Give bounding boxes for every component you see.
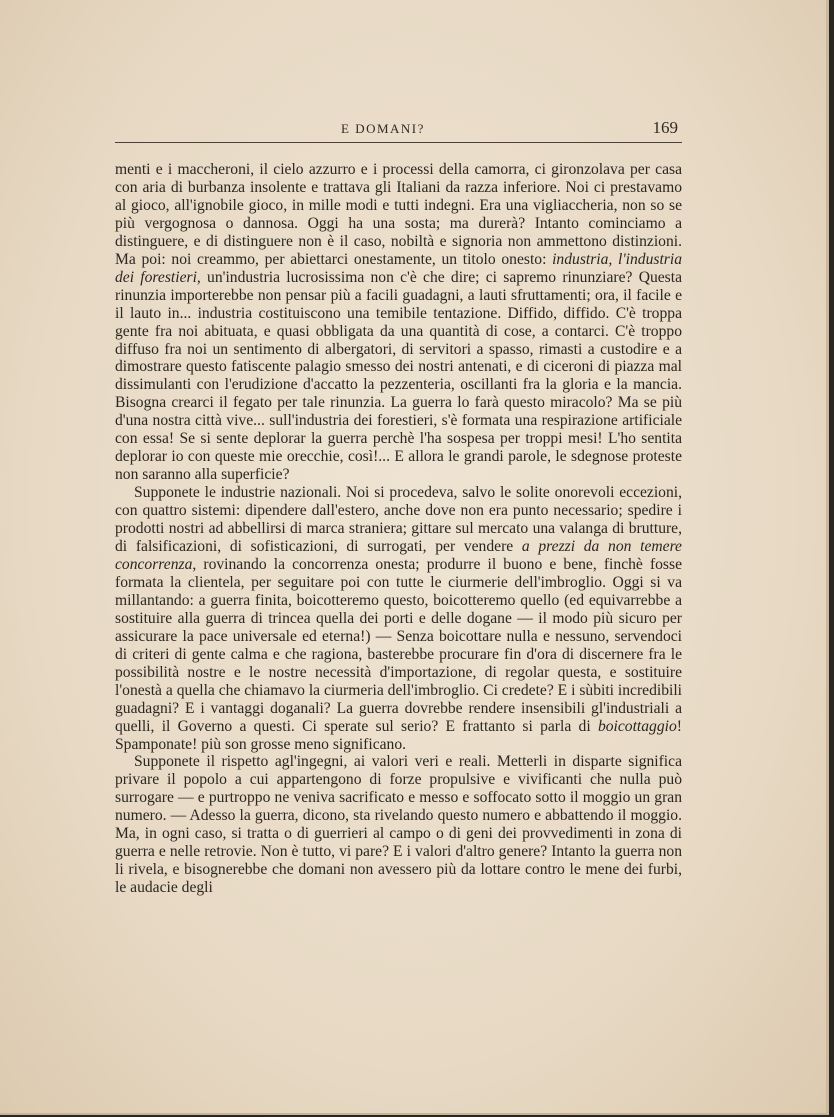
body-text: [115, 161, 682, 897]
italic-phrase: a prezzi da non temere concorrenza: [115, 538, 682, 573]
page-number: 169: [652, 118, 678, 137]
page-header: [115, 118, 682, 143]
text-run: ! Spamponate! più son grosse meno significano.: [115, 717, 682, 753]
text-run: menti e i maccheroni, il cielo azzurro e i processi della camorra, ci gironzolava per casa con aria di burbanza insolente e trattava gli Italiani da razza inferiore. Noi ci prestavamo al gioco, all'ignobile gioco, in mille modi e tutti indegni. Era una vigliaccheria, non so se più vergognosa o dannosa. Oggi ha una sosta; ma durerà? Intanto cominciamo a distinguere, e di distinguere non è il caso, nobiltà e signoria non ammettono distinzioni. Ma poi: noi creammo, per abiettarci onestamente, un titolo onesto:: [115, 161, 682, 268]
paragraph-2: [115, 484, 682, 753]
paragraph-1: [115, 161, 682, 484]
text-run: , rovinando la concorrenza onesta; produrre il buono e bene, finchè fosse formata la clientela, per seguitare poi con tutte le ciurmerie dell'imbroglio. Oggi si va millantando: a guerra finita, boicotteremo questo, boicotteremo quello (ed equivarrebbe a sostituire alla guerra di trincea quella dei porti e delle dogane — il modo più sicuro per assicurare la pace universale ed eterna!) — Senza boicottare nulla e nessuno, servendoci di criteri di gente calma e che ragiona, basterebbe procurare fin d'ora di discernere fra le possibilità nostre e le nostre necessità d'importazione, di regolar questa, e sostituire l'onestà a quella che chiamavo la ciurmeria dell'imbroglio. Ci credete? E i sùbiti incredibili guadagni? E i vantaggi doganali? La guerra dovrebbe rendere insensibili gl'industriali a quelli, il Governo a questi. Ci sperate sul serio? E frattanto si parla di: [115, 555, 682, 735]
running-head: E DOMANI?: [341, 121, 425, 136]
italic-word: boicottaggio: [597, 717, 677, 735]
text-run: Supponete le industrie nazionali. Noi si procedeva, salvo le solite onorevoli eccezioni, con quattro sistemi: dipendere dall'estero, anche dove non era punto necessario; spedire i prodotti nostri ad abbellirsi di marca straniera; gittare sul mercato una valanga di brutture, di falsificazioni, di sofisticazioni, di surrogati, per vendere: [115, 484, 682, 556]
paragraph-3: [115, 753, 682, 897]
text-run: Supponete il rispetto agl'ingegni, ai valori veri e reali. Metterli in disparte significa privare il popolo a cui appartengono di forze propulsive e vivificanti che nulla può surrogare — e purtroppo ne veniva sacrificato e messo e soffocato sotto il moggio un gran numero. — Adesso la guerra, dicono, sta rivelando questo numero e abbattendo il moggio. Ma, in ogni caso, si tratta o di guerrieri al campo o di geni dei provvedimenti in zona di guerra e nelle retrovie. Non è tutto, vi pare? E i valori d'altro genere? Intanto la guerra non li rivela, e bisognerebbe che domani non avessero più da lottare contro le mene dei furbi, le audacie degli: [115, 753, 682, 897]
text-run: , un'industria lucrosissima non c'è che dire; ci sapremo rinunziare? Questa rinunzia importerebbe non pensar più a facili guadagni, a lauti sfruttamenti; ora, il facile e il lauto in... industria costituiscono una temibile tentazione. Diffido, diffido. C'è troppa gente fra noi abituata, e quasi obbligata da una quantità di cose, a contarci. C'è troppo diffuso fra noi un sentimento di albergatori, di servitori a spasso, rimasti a custodire e a dimostrare questo fatiscente palagio smesso dei nostri antenati, e di ciceroni di piazza mal dissimulanti con l'erudizione d'accatto la pezzenteria, oscillanti fra la gloria e la mancia. Bisogna crearci il fegato per tale rinunzia. La guerra lo farà questo miracolo? Ma se più d'una nostra città vive... sull'industria dei forestieri, s'è formata una respirazione artificiale con essa! Se si sente deplorar la guerra perchè l'ha sospesa per troppi mesi! L'ho sentita deplorar io con queste mie orecchie, così!... E allora le grandi parole, le sdegnose proteste non saranno alla superficie?: [115, 268, 682, 484]
italic-phrase: industria, l'industria dei forestieri: [115, 250, 682, 286]
